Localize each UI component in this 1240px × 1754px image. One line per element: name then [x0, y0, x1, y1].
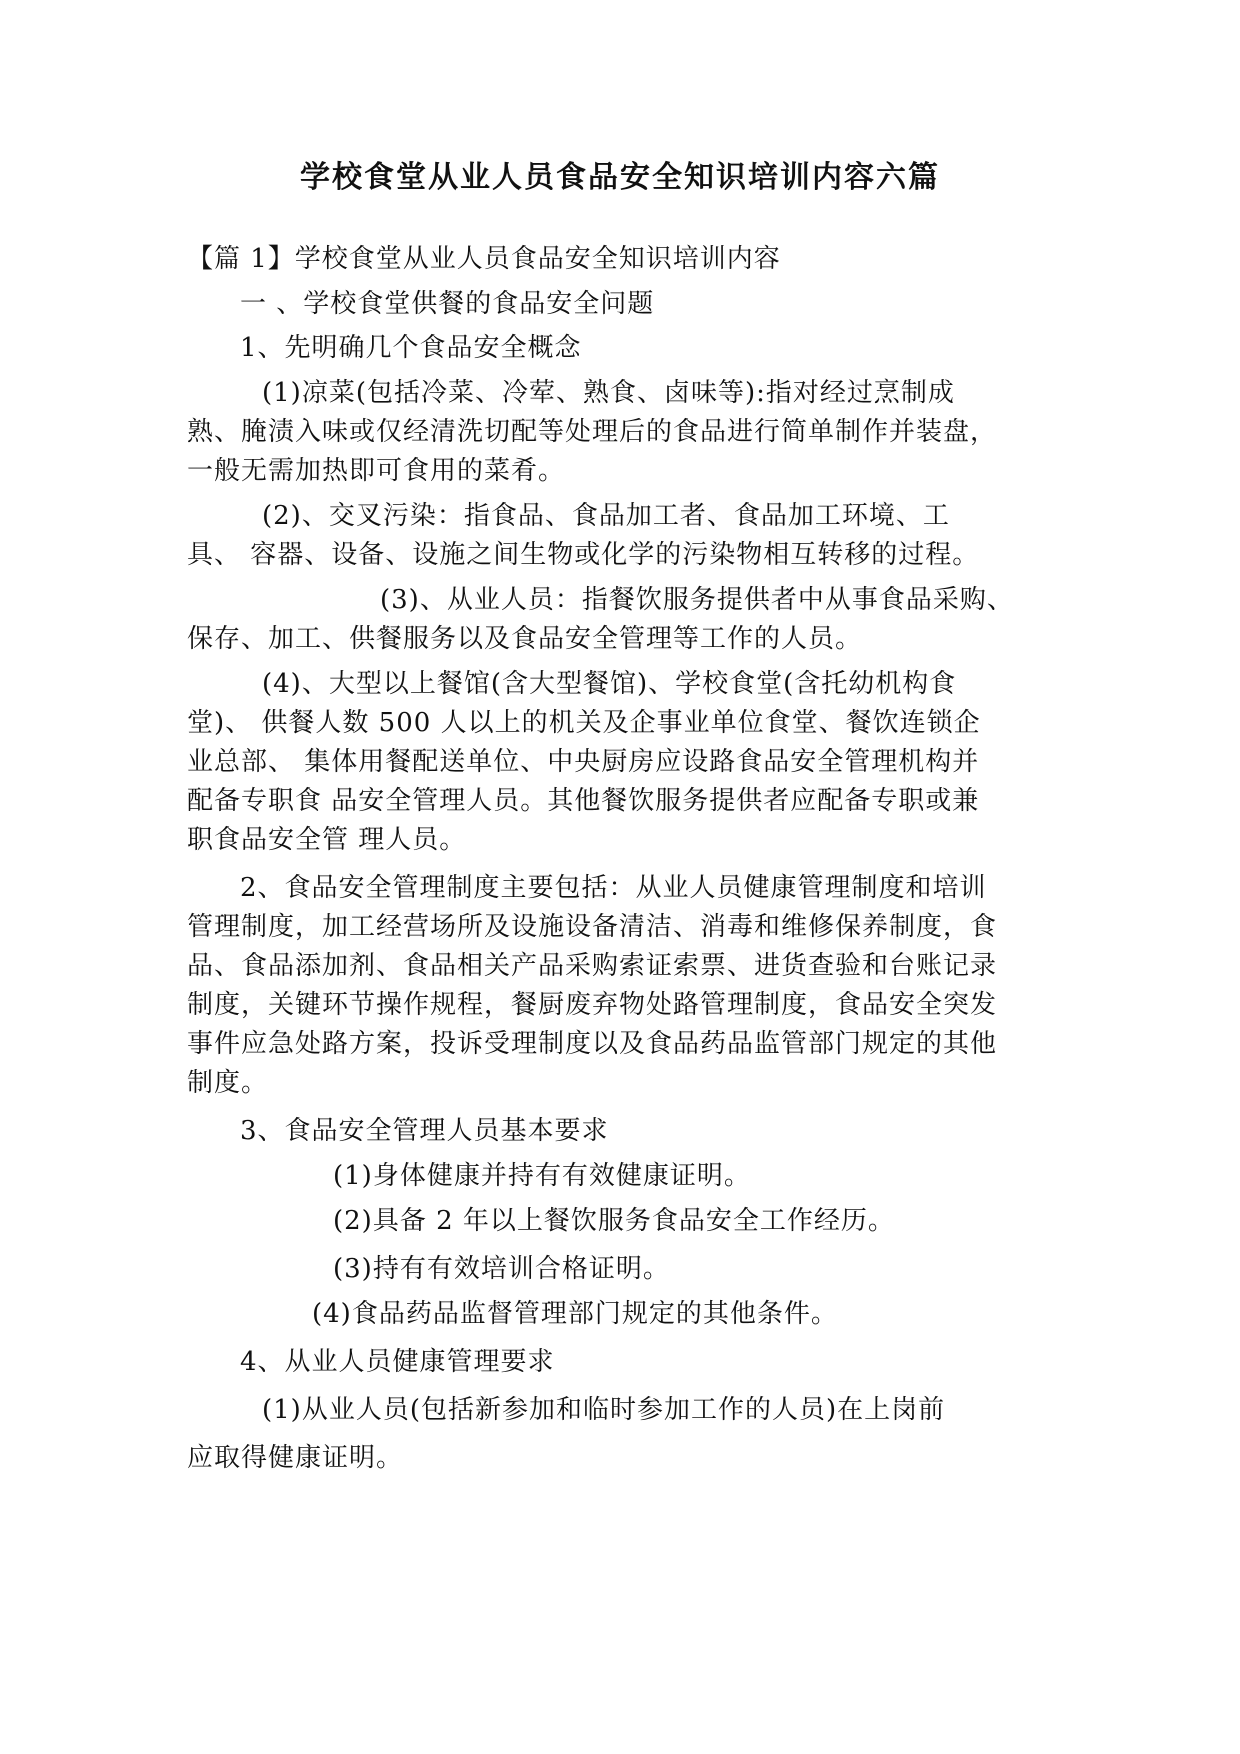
paragraph-line: (4)、大型以上餐馆(含大型餐馆)、学校食堂(含托幼机构食	[262, 669, 957, 699]
paragraph-line: (3)、从业人员：指餐饮服务提供者中从事食品采购、	[380, 585, 1014, 615]
paragraph-line: (1)从业人员(包括新参加和临时参加工作的人员)在上岗前	[262, 1395, 946, 1425]
paragraph-line: 保存、加工、供餐服务以及食品安全管理等工作的人员。	[187, 624, 863, 654]
paragraph-line: 2、食品安全管理制度主要包括：从业人员健康管理制度和培训	[240, 873, 987, 903]
paragraph-line: 应取得健康证明。	[187, 1443, 404, 1473]
paragraph-line: 堂)、 供餐人数 500 人以上的机关及企事业单位食堂、餐饮连锁企	[187, 708, 981, 738]
item-heading: 4、从业人员健康管理要求	[240, 1347, 555, 1377]
paragraph-line: (1)凉菜(包括冷菜、冷荤、熟食、卤味等):指对经过烹制成	[262, 378, 955, 408]
paragraph-line: 一般无需加热即可食用的菜肴。	[187, 456, 566, 486]
paragraph-line: 配备专职食 品安全管理人员。其他餐饮服务提供者应配备专职或兼	[187, 786, 980, 816]
paragraph-line: 具、 容器、设备、设施之间生物或化学的污染物相互转移的过程。	[187, 540, 980, 570]
item-heading: 1、先明确几个食品安全概念	[240, 333, 582, 363]
paragraph-line: 制度，关键环节操作规程，餐厨废弃物处路管理制度，食品安全突发	[187, 990, 998, 1020]
paragraph-line: 品、食品添加剂、食品相关产品采购索证索票、进货查验和台账记录	[187, 951, 998, 981]
paragraph-line: 业总部、 集体用餐配送单位、中央厨房应设路食品安全管理机构并	[187, 747, 980, 777]
list-item: (4)食品药品监督管理部门规定的其他条件。	[312, 1299, 838, 1329]
paragraph-line: 熟、腌渍入味或仅经清洗切配等处理后的食品进行简单制作并装盘，	[187, 417, 998, 447]
paragraph-line: 制度。	[187, 1068, 269, 1098]
paragraph-line: (2)、交叉污染：指食品、食品加工者、食品加工环境、工	[262, 501, 950, 531]
paragraph-line: 职食品安全管 理人员。	[187, 825, 467, 855]
item-heading: 3、食品安全管理人员基本要求	[240, 1116, 609, 1146]
section-heading: 【篇 1】学校食堂从业人员食品安全知识培训内容	[187, 244, 781, 274]
document-title: 学校食堂从业人员食品安全知识培训内容六篇	[300, 160, 940, 195]
list-item: (1)身体健康并持有有效健康证明。	[333, 1161, 751, 1191]
subsection-heading: 一 、学校食堂供餐的食品安全问题	[240, 289, 655, 319]
paragraph-line: 事件应急处路方案，投诉受理制度以及食品药品监管部门规定的其他	[187, 1029, 998, 1059]
list-item: (2)具备 2 年以上餐饮服务食品安全工作经历。	[333, 1206, 895, 1236]
paragraph-line: 管理制度，加工经营场所及设施设备清洁、消毒和维修保养制度，食	[187, 912, 998, 942]
list-item: (3)持有有效培训合格证明。	[333, 1254, 670, 1284]
